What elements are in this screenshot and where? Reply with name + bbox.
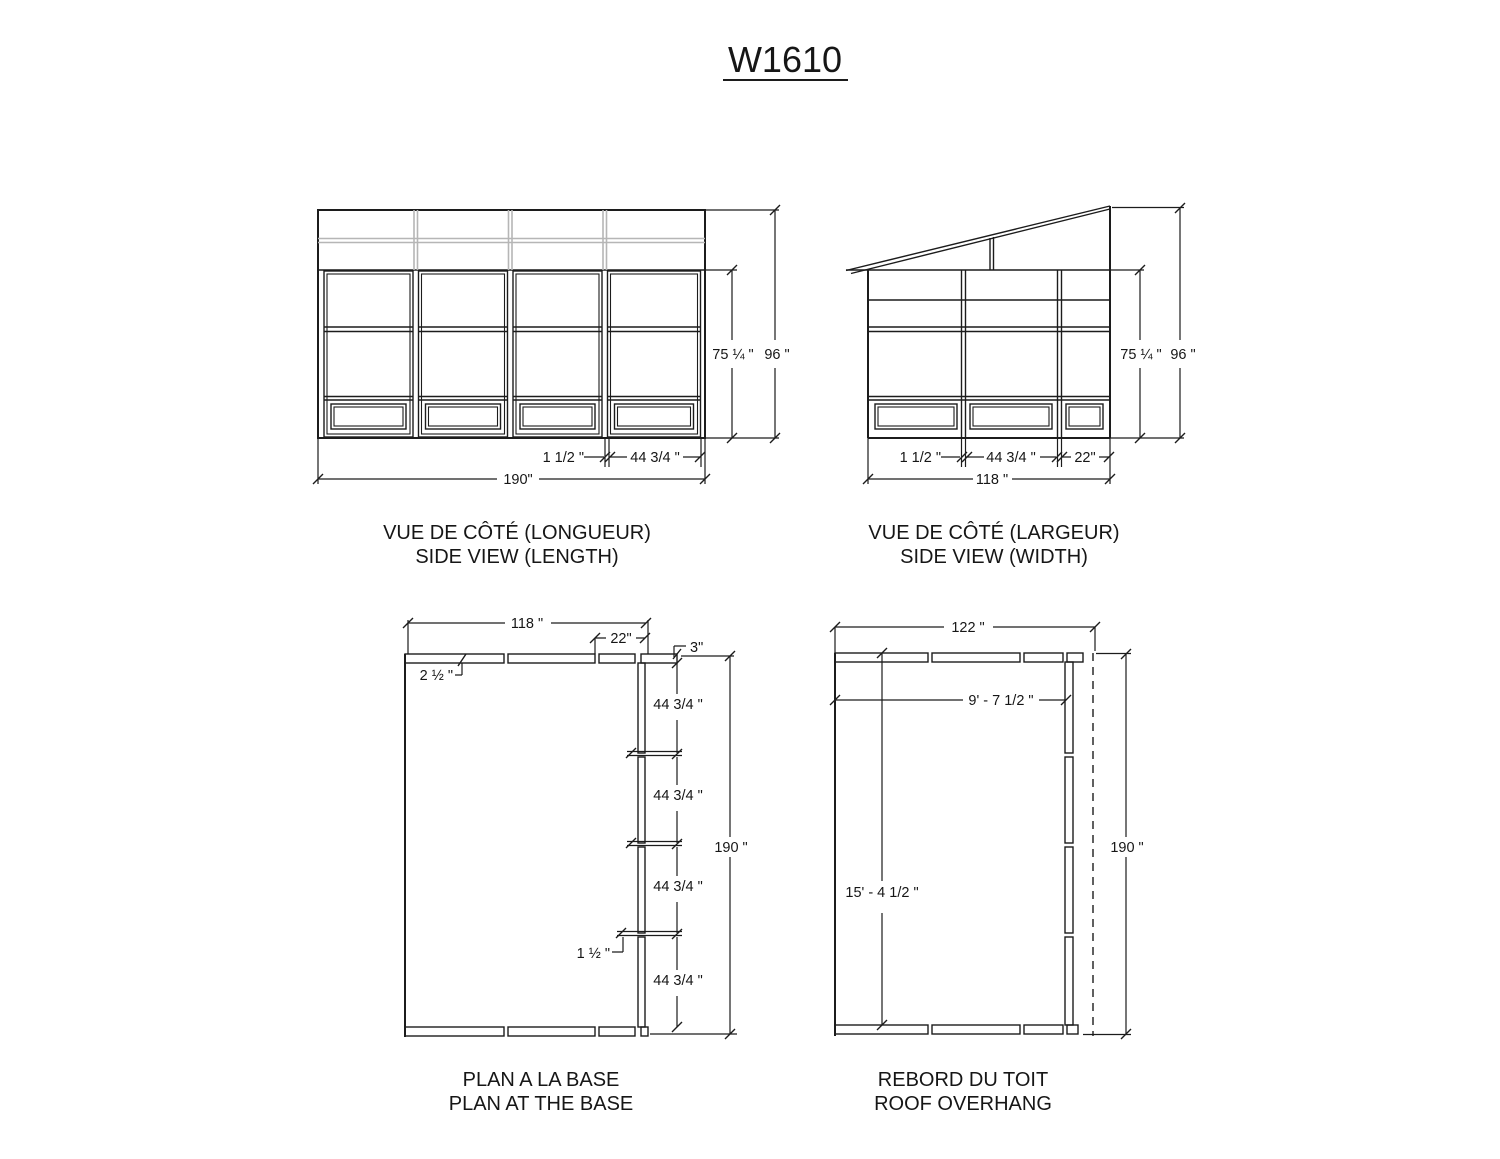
sloped-roof xyxy=(846,206,1110,274)
dim-label-inner-height: 75 ¼ " xyxy=(712,347,754,363)
wall-segment xyxy=(638,937,645,1027)
dim-label-wall-thickness: 2 ½ " xyxy=(419,668,453,684)
kick-panel-inner xyxy=(429,407,498,426)
dim-label-inner-height: 75 ¼ " xyxy=(1120,347,1162,363)
corner-segment xyxy=(1067,1025,1078,1034)
dim-label-segment: 44 3/4 " xyxy=(653,788,703,804)
caption-en: ROOF OVERHANG xyxy=(874,1093,1052,1115)
wall-segment xyxy=(405,1027,504,1036)
caption-en: SIDE VIEW (LENGTH) xyxy=(415,546,619,568)
caption-en: SIDE VIEW (WIDTH) xyxy=(900,546,1088,568)
post-break-ticks xyxy=(617,752,682,936)
kick-panel xyxy=(970,404,1052,429)
dimension-lines xyxy=(835,627,1131,1035)
wall-segment xyxy=(508,654,595,663)
dimension-ticks xyxy=(863,203,1185,484)
bay-rails xyxy=(608,327,701,400)
drawing-side-view-length xyxy=(313,205,794,568)
dim-label-total-width: 190" xyxy=(503,472,533,488)
bay-frame xyxy=(419,271,508,437)
dim-label-top-width: 122 " xyxy=(951,620,985,636)
kick-panel xyxy=(520,404,595,429)
dim-label-side-length: 190 " xyxy=(1110,840,1144,856)
kick-panel xyxy=(615,404,694,429)
dim-label-roof-panel-length: 15' - 4 1/2 " xyxy=(845,885,919,901)
kick-panel-inner xyxy=(523,407,592,426)
wall-segment xyxy=(405,654,504,663)
window-bay xyxy=(419,271,508,437)
dim-label-post-width: 1 1/2 " xyxy=(542,450,584,466)
wall-rails-and-posts xyxy=(846,237,1110,438)
kick-panel-inner xyxy=(334,407,403,426)
caption-fr: PLAN A LA BASE xyxy=(462,1069,620,1091)
wall-segment xyxy=(638,847,645,933)
window-bay xyxy=(608,271,701,437)
kick-panel xyxy=(331,404,406,429)
wall-segment xyxy=(508,1027,595,1036)
window-bay xyxy=(513,271,602,437)
dim-label-post: 1 ½ " xyxy=(576,946,610,962)
dim-label-side-length: 190 " xyxy=(714,840,748,856)
dim-label-total-width: 118 " xyxy=(975,472,1009,488)
window-bay xyxy=(324,271,413,437)
kick-panel xyxy=(426,404,501,429)
bay-rails xyxy=(513,327,602,400)
bay-frame-inner xyxy=(422,274,505,434)
dim-label-post-width: 1 1/2 " xyxy=(899,450,941,466)
roof-edge-segment xyxy=(1065,757,1073,843)
caption-fr: REBORD DU TOIT xyxy=(877,1069,1049,1091)
wall-segment xyxy=(638,757,645,843)
bay-frame xyxy=(324,271,413,437)
dim-label-bay-width: 44 3/4 " xyxy=(630,450,680,466)
drawing-side-view-width xyxy=(846,203,1200,568)
drawing-roof-overhang xyxy=(830,618,1148,1115)
kick-panel xyxy=(1066,404,1103,429)
dim-label-segment: 44 3/4 " xyxy=(653,879,703,895)
dimension-ticks xyxy=(313,205,780,484)
bay-frame xyxy=(513,271,602,437)
wall-segment xyxy=(599,654,635,663)
drawing-plan-at-base xyxy=(403,614,752,1115)
dim-label-segment: 44 3/4 " xyxy=(653,697,703,713)
bay-frame-inner xyxy=(516,274,599,434)
kick-panel-inner xyxy=(878,407,954,426)
bay-frame xyxy=(608,271,701,437)
dim-label-narrow-bay: 22" xyxy=(610,631,632,647)
roof-edge-segment xyxy=(932,653,1020,662)
roof-edge-segment xyxy=(1065,937,1073,1025)
dim-label-segment: 44 3/4 " xyxy=(653,973,703,989)
caption-fr: VUE DE CÔTÉ (LARGEUR) xyxy=(868,522,1120,544)
kick-panel xyxy=(875,404,957,429)
dim-label-top-width: 118 " xyxy=(510,616,544,632)
corner-segment xyxy=(641,1027,648,1036)
roof-edge-segment xyxy=(1024,653,1063,662)
roof-edge-segment xyxy=(1065,847,1073,933)
roof-edge-segment xyxy=(932,1025,1020,1034)
wall-segment xyxy=(599,1027,635,1036)
corner-segment xyxy=(1067,653,1083,662)
bay-frame-inner xyxy=(327,274,410,434)
dim-label-total-height: 96 " xyxy=(764,347,790,363)
dim-label-total-height: 96 " xyxy=(1170,347,1196,363)
bay-rails xyxy=(419,327,508,400)
caption-en: PLAN AT THE BASE xyxy=(448,1093,634,1115)
kick-panel-inner xyxy=(618,407,691,426)
dim-label-roof-panel-width: 9' - 7 1/2 " xyxy=(968,693,1034,709)
dim-label-corner: 3" xyxy=(690,640,704,656)
roof-edge-segment xyxy=(1024,1025,1063,1034)
wall-segment xyxy=(638,663,645,753)
kick-panel-inner xyxy=(973,407,1049,426)
corner-segment xyxy=(641,654,677,663)
dim-label-narrow-bay: 22" xyxy=(1074,450,1096,466)
bay-frame-inner xyxy=(611,274,698,434)
dim-label-bay-width: 44 3/4 " xyxy=(986,450,1036,466)
bay-rails xyxy=(324,327,413,400)
dimension-lines xyxy=(318,210,779,484)
sheet-title: W1610 xyxy=(727,39,843,80)
roof-band-gray-mullions xyxy=(414,210,607,270)
dimension-ticks xyxy=(830,622,1131,1039)
roof-edge-segment xyxy=(1065,662,1073,753)
wall-outline xyxy=(868,206,1110,438)
caption-fr: VUE DE CÔTÉ (LONGUEUR) xyxy=(383,522,651,544)
kick-panel-inner xyxy=(1069,407,1100,426)
